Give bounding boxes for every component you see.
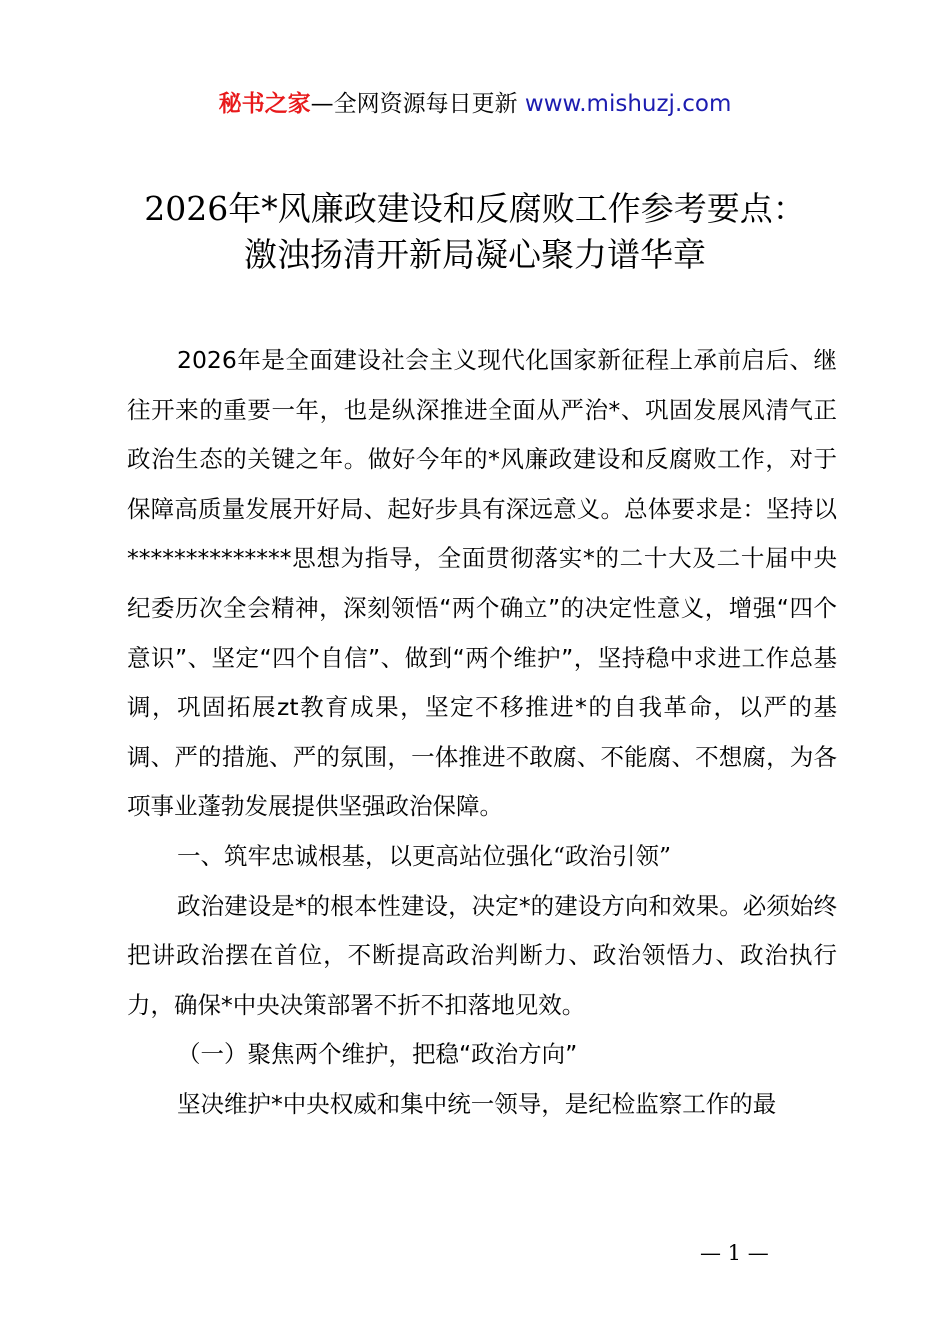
site-banner — [0, 86, 950, 122]
body-paragraph: 坚决维护*中央权威和集中统一领导，是纪检监察工作的最 — [177, 1089, 777, 1118]
site-url-link[interactable]: www.mishuzj.com — [524, 91, 732, 117]
title-line-2: 激浊扬清开新局凝心聚力谱华章 — [244, 235, 706, 274]
banner-tagline: —全网资源每日更新 — [310, 91, 525, 117]
subsection-heading-1: （一）聚焦两个维护，把稳“政治方向” — [177, 1040, 578, 1069]
body-paragraph: 政治建设是*的根本性建设，决定*的建设方向和效果。必须始终把讲政治摆在首位，不断提高政治判断力、政治领悟力、政治执行力，确保*中央决策部署不折不扣落地见效。 — [127, 891, 837, 1019]
intro-paragraph: 2026年是全面建设社会主义现代化国家新征程上承前启后、继往开来的重要一年，也是纵深推进全面从严治*、巩固发展风清气正政治生态的关键之年。做好今年的*风廉政建设和反腐败工作，对于保障高质量发展开好局、起好步具有深远意义。总体要求是：坚持以**************思想为指导，全面贯彻落实*的二十大及二十届中央纪委历次全会精神，深刻领悟“两个确立”的决定性意义，增强“四个意识”、坚定“四个自信”、做到“两个维护”，坚持稳中求进工作总基调，巩固拓展zt教育成果，坚定不移推进*的自我革命，以严的基调、严的措施、严的氛围，一体推进不敢腐、不能腐、不想腐，为各项事业蓬勃发展提供坚强政治保障。 — [127, 346, 837, 821]
brand-name: 秘书之家 — [218, 91, 311, 117]
title-line-1: 2026年*风廉政建设和反腐败工作参考要点： — [144, 189, 806, 228]
page-number: — 1 — — [700, 1241, 769, 1265]
section-heading-1: 一、筑牢忠诚根基，以更高站位强化“政治引领” — [177, 841, 672, 870]
document-title — [60, 186, 890, 278]
document-body — [127, 336, 837, 1130]
